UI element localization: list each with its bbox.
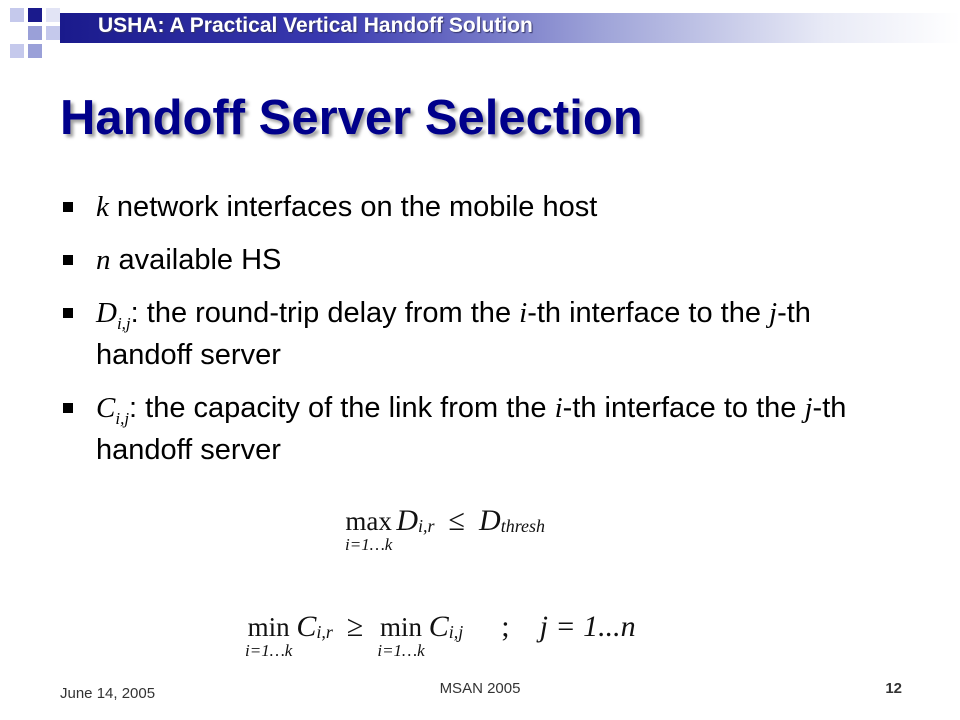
footer-conference: MSAN 2005 bbox=[439, 680, 521, 697]
math-variable: i bbox=[519, 297, 528, 329]
decor-square bbox=[10, 8, 24, 22]
slide-title: Handoff Server Selection bbox=[60, 91, 643, 145]
decor-square bbox=[46, 26, 60, 40]
delay-threshold-formula bbox=[345, 506, 545, 554]
capacity-formula bbox=[245, 612, 636, 660]
bullet-text: : the round-trip delay from the bbox=[130, 297, 520, 329]
math-subscript: i,r bbox=[316, 622, 333, 642]
presentation-title: USHA: A Practical Vertical Handoff Solution bbox=[98, 14, 533, 37]
bullet-text: -th handoff server bbox=[96, 392, 847, 466]
math-condition: j = 1...n bbox=[539, 610, 636, 643]
math-variable: C bbox=[96, 392, 116, 424]
bullet-square-icon bbox=[63, 202, 73, 212]
bullet-square-icon bbox=[63, 255, 73, 265]
bullet-item bbox=[60, 188, 900, 226]
bullet-square-icon bbox=[63, 403, 73, 413]
bullet-text: -th interface to the bbox=[527, 297, 770, 329]
bullet-square-icon bbox=[63, 308, 73, 318]
math-relation: ≥ bbox=[346, 610, 364, 643]
bullet-text: -th interface to the bbox=[562, 392, 805, 424]
math-subscript: i,j bbox=[448, 622, 464, 642]
math-variable: D bbox=[479, 504, 501, 537]
math-subscript: thresh bbox=[500, 516, 546, 536]
decor-square bbox=[46, 8, 60, 22]
math-subscript: i,r bbox=[418, 516, 435, 536]
decor-square bbox=[28, 26, 42, 40]
math-variable: j bbox=[804, 392, 813, 424]
bullet-text: network interfaces on the mobile host bbox=[108, 191, 598, 223]
bullet-item bbox=[60, 389, 900, 469]
bullet-item bbox=[60, 294, 900, 374]
footer-date: June 14, 2005 bbox=[60, 685, 156, 702]
min-operator: min i=1…k bbox=[377, 612, 425, 660]
bullet-text: available HS bbox=[110, 244, 282, 276]
bullet-text: -th handoff server bbox=[96, 297, 811, 371]
math-variable: D bbox=[396, 504, 419, 537]
decor-square bbox=[28, 44, 42, 58]
bullet-text: : the capacity of the link from the bbox=[129, 392, 555, 424]
math-variable: k bbox=[96, 191, 109, 223]
math-relation: ≤ bbox=[448, 504, 466, 537]
math-subscript: i,j bbox=[116, 314, 131, 333]
math-variable: i bbox=[554, 392, 563, 424]
math-variable: j bbox=[769, 297, 778, 329]
max-operator: max i=1…k bbox=[345, 506, 393, 554]
bullet-list bbox=[60, 188, 900, 484]
math-variable: C bbox=[428, 610, 449, 643]
bullet-item bbox=[60, 241, 900, 279]
math-variable: n bbox=[96, 244, 111, 276]
decor-square bbox=[10, 44, 24, 58]
math-subscript: i,j bbox=[115, 409, 130, 428]
math-separator: ; bbox=[501, 610, 510, 643]
math-variable: D bbox=[96, 297, 117, 329]
min-operator: min i=1…k bbox=[245, 612, 293, 660]
decor-square bbox=[28, 8, 42, 22]
math-variable: C bbox=[296, 610, 317, 643]
page-number: 12 bbox=[885, 680, 902, 697]
